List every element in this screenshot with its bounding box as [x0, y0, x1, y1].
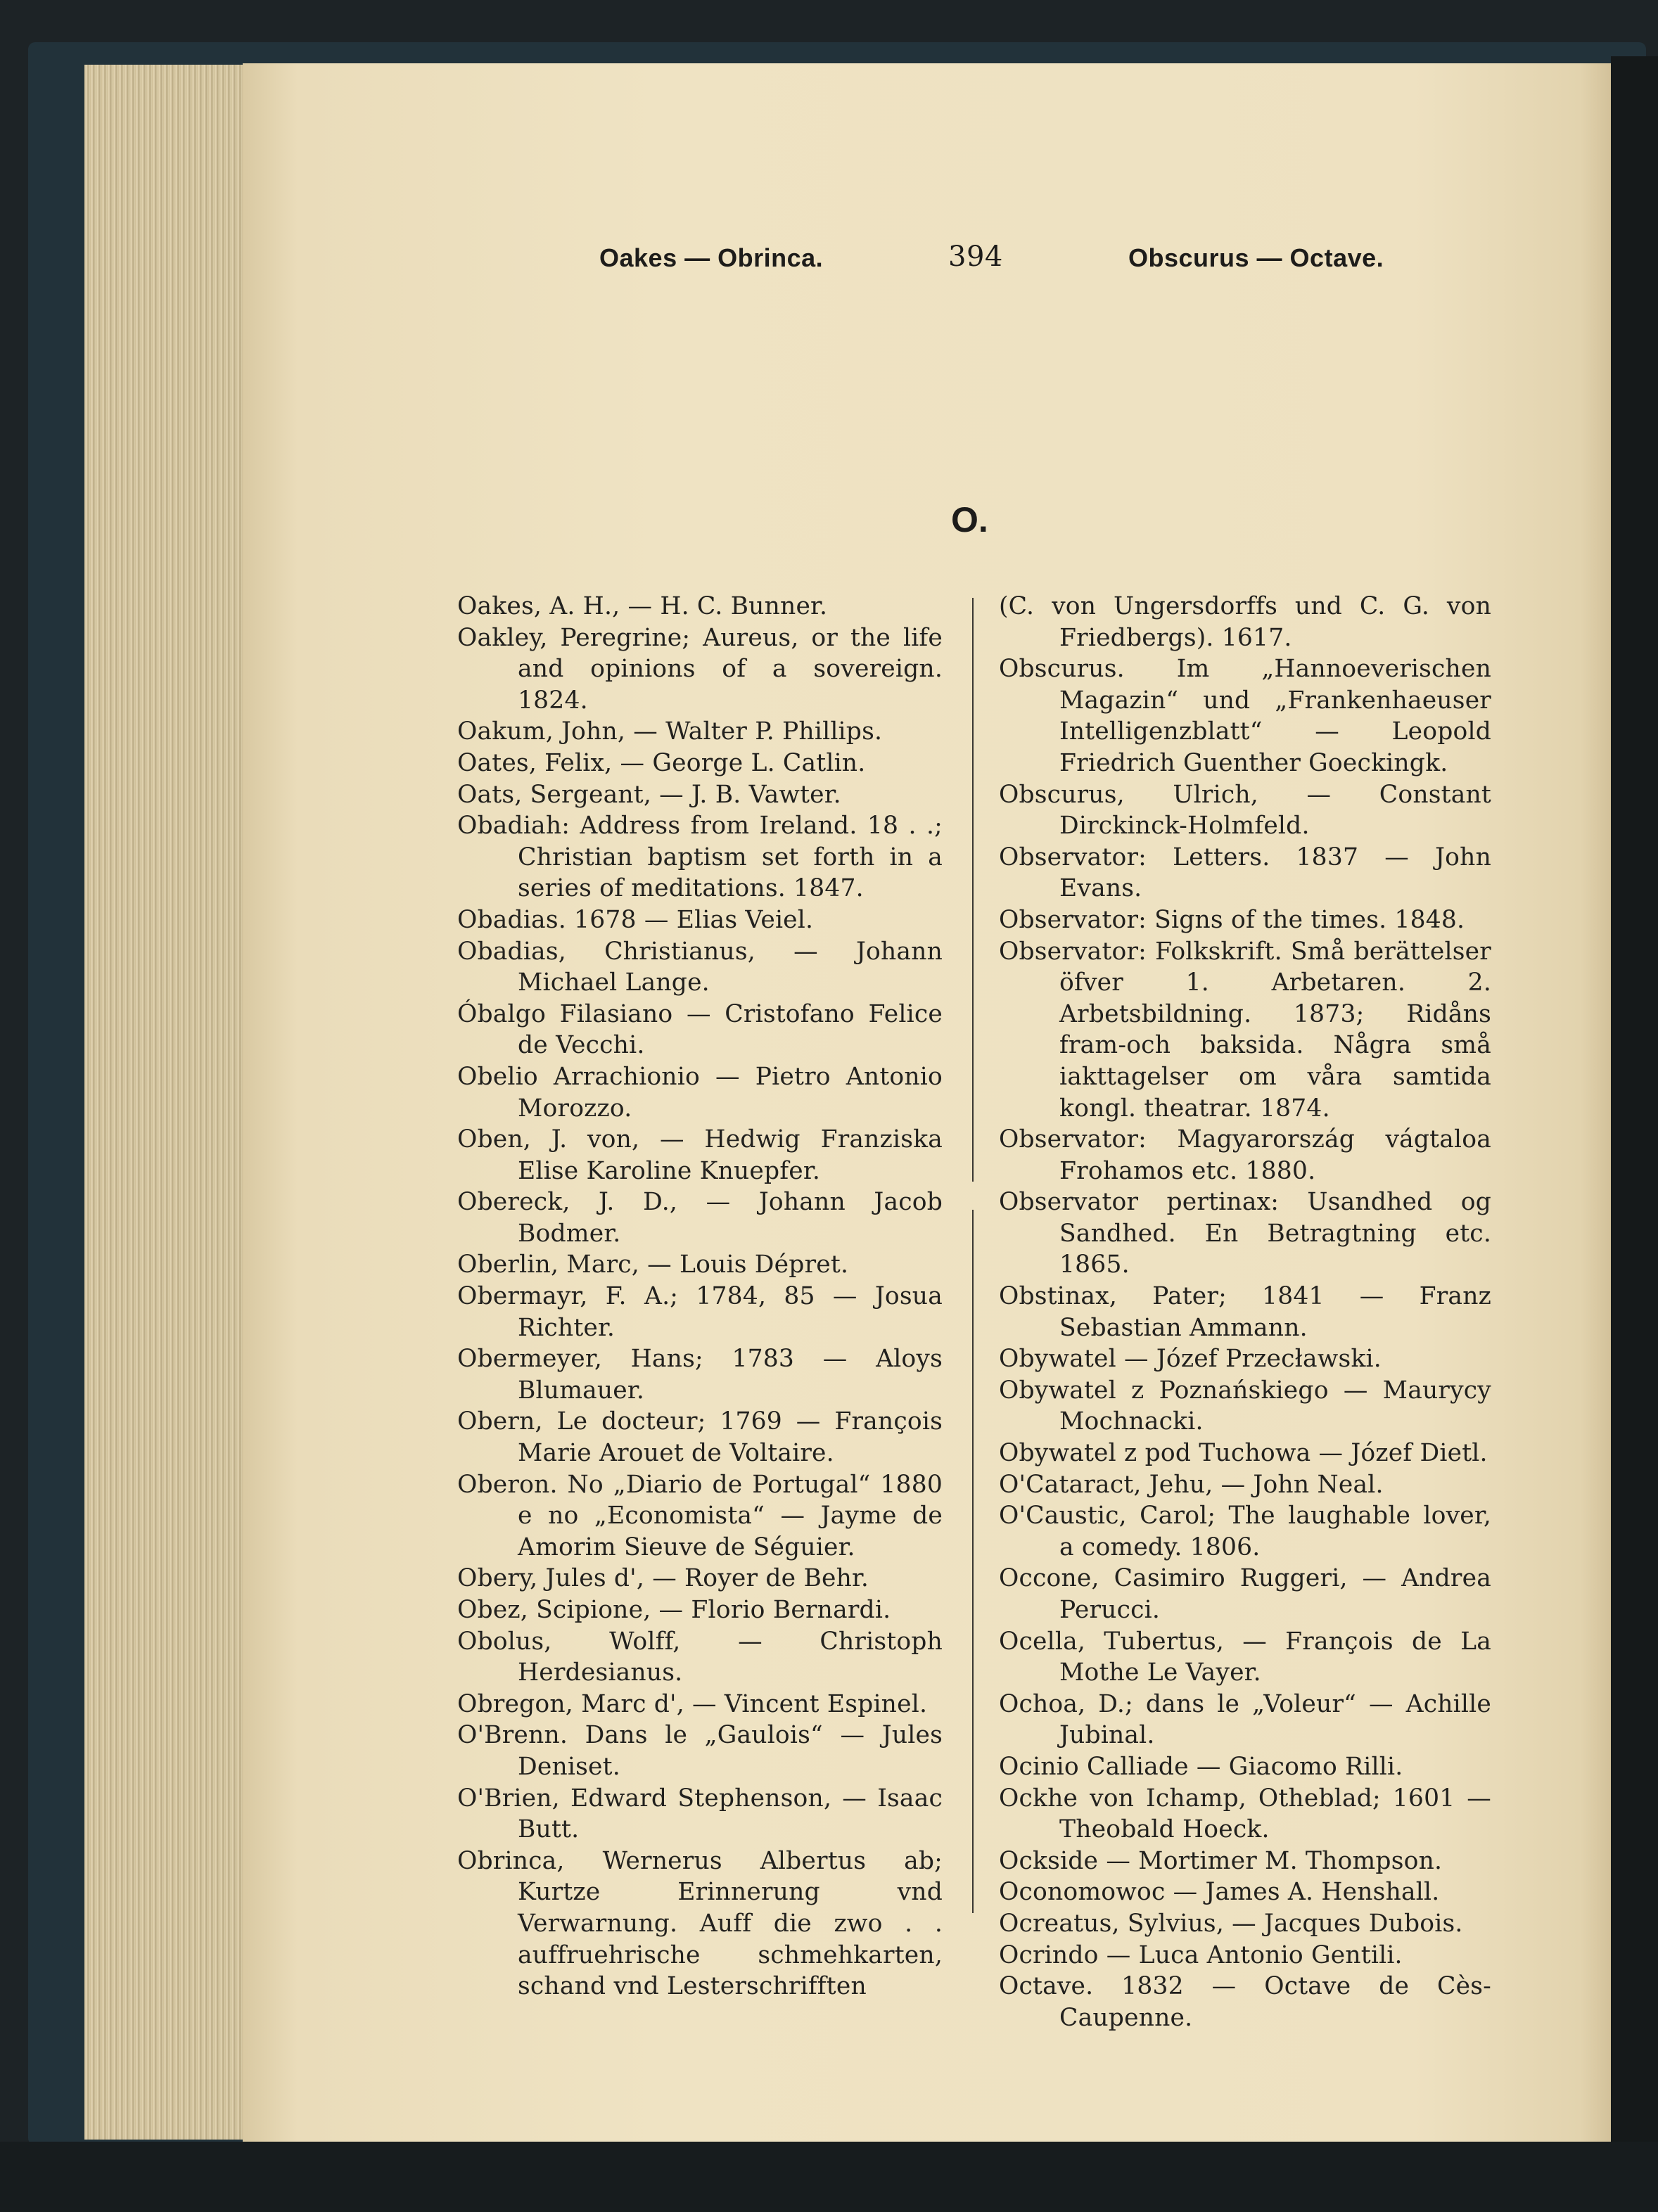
running-head-right: Obscurus — Octave. [1128, 243, 1384, 272]
index-entry: Óbalgo Filasiano — Cristofano Felice de Vecchi. [457, 999, 943, 1060]
index-entry: Obelio Arrachionio — Pietro Antonio Morozzo. [457, 1062, 943, 1123]
index-entry: Obywatel z Poznańskiego — Maurycy Mochnacki. [999, 1376, 1491, 1436]
index-entry: Obadias, Christianus, — Johann Michael Lange. [457, 937, 943, 997]
index-entry: Ochoa, D.; dans le „Voleur“ — Achille Jubinal. [999, 1689, 1491, 1750]
index-entry: Obstinax, Pater; 1841 — Franz Sebastian Ammann. [999, 1282, 1491, 1342]
index-entry: Observator: Magyarország vágtaloa Frohamos etc. 1880. [999, 1125, 1491, 1185]
index-entry: Obermayr, F. A.; 1784, 85 — Josua Richter. [457, 1282, 943, 1342]
index-entry: Ockside — Mortimer M. Thompson. [999, 1846, 1443, 1875]
index-entry: Ocreatus, Sylvius, — Jacques Dubois. [999, 1909, 1463, 1938]
index-entry: Obscurus. Im „Hannoeverischen Magazin“ und „Frankenhaeuser Intelligenzblatt“ — Leopold Friedrich Guenther Goeckingk. [999, 655, 1491, 777]
index-entry: Obern, Le docteur; 1769 — François Marie Arouet de Voltaire. [457, 1407, 943, 1468]
index-entry: Ocrindo — Luca Antonio Gentili. [999, 1941, 1403, 1969]
index-entry: O'Brien, Edward Stephenson, — Isaac Butt. [457, 1784, 943, 1844]
index-entry: O'Brenn. Dans le „Gaulois“ — Jules Deniset. [457, 1721, 943, 1781]
index-entry: Obolus, Wolff, — Christoph Herdesianus. [457, 1627, 943, 1687]
index-entry: Obery, Jules d', — Royer de Behr. [457, 1564, 869, 1593]
index-entry: Ocinio Calliade — Giacomo Rilli. [999, 1752, 1403, 1781]
background-bottom [0, 2142, 1658, 2212]
index-entry: Oates, Felix, — George L. Catlin. [457, 748, 866, 777]
index-entry: Observator: Folkskrift. Små berättelser öfver 1. Arbetaren. 2. Arbetsbildning. 1873; Ridåns fram-och baksida. Några små iakttagelser om våra samtida kongl. theatrar. 1874. [999, 937, 1491, 1123]
index-entry: Ockhe von Ichamp, Otheblad; 1601 — Theobald Hoeck. [999, 1784, 1491, 1844]
page-edges [84, 65, 253, 2140]
index-entry: Oats, Sergeant, — J. B. Vawter. [457, 780, 841, 809]
index-entry: Octave. 1832 — Octave de Cès-Caupenne. [999, 1972, 1491, 2032]
index-entry: Oconomowoc — James A. Henshall. [999, 1878, 1440, 1907]
index-entry: Obywatel z pod Tuchowa — Józef Dietl. [999, 1439, 1488, 1468]
index-entry: Oakes, A. H., — H. C. Bunner. [457, 592, 828, 620]
index-entry: Obadias. 1678 — Elias Veiel. [457, 905, 814, 934]
index-entry: Oakum, John, — Walter P. Phillips. [457, 717, 883, 746]
index-entry: Oberon. No „Diario de Portugal“ 1880 e no „Economista“ — Jayme de Amorim Sieuve de Séguier. [457, 1470, 943, 1561]
index-entry: (C. von Ungersdorffs und C. G. von Friedbergs). 1617. [999, 592, 1491, 652]
column-rule [972, 1210, 974, 1913]
section-letter: O. [951, 500, 988, 539]
index-entry: Occone, Casimiro Ruggeri, — Andrea Perucci. [999, 1564, 1491, 1624]
index-entry: Obywatel — Józef Przecławski. [999, 1345, 1382, 1374]
index-entry: Observator pertinax: Usandhed og Sandhed. En Betragtning etc. 1865. [999, 1188, 1491, 1279]
index-entry: Observator: Letters. 1837 — John Evans. [999, 843, 1491, 903]
column-rule [972, 598, 974, 1182]
index-entry: O'Caustic, Carol; The laughable lover, a comedy. 1806. [999, 1502, 1491, 1561]
index-entry: Obregon, Marc d', — Vincent Espinel. [457, 1689, 928, 1718]
index-entry: O'Cataract, Jehu, — John Neal. [999, 1470, 1384, 1499]
index-entry: Ocella, Tubertus, — François de La Mothe Le Vayer. [999, 1627, 1491, 1687]
index-entry: Obscurus, Ulrich, — Constant Dirckinck-Holmfeld. [999, 780, 1491, 840]
running-head-left: Oakes — Obrinca. [599, 243, 824, 272]
index-entry: Oben, J. von, — Hedwig Franziska Elise Karoline Knuepfer. [457, 1125, 943, 1185]
index-entry: Obez, Scipione, — Florio Bernardi. [457, 1596, 891, 1624]
right-column [999, 591, 1491, 2033]
index-entry: Obrinca, Wernerus Albertus ab; Kurtze Erinnerung vnd Verwarnung. Auff die zwo . . auffruehrische schmehkarten, schand vnd Lesterschrifften [457, 1846, 943, 2001]
page-number: 394 [948, 241, 1003, 273]
index-entry: Oakley, Peregrine; Aureus, or the life and opinions of a sovereign. 1824. [457, 623, 943, 715]
index-entry: Obereck, J. D., — Johann Jacob Bodmer. [457, 1188, 943, 1248]
index-entry: Oberlin, Marc, — Louis Dépret. [457, 1251, 849, 1279]
index-entry: Obadiah: Address from Ireland. 18 . .; Christian baptism set forth in a series of meditations. 1847. [457, 812, 943, 903]
left-column [457, 591, 943, 2002]
index-entry: Observator: Signs of the times. 1848. [999, 905, 1465, 934]
background-right [1611, 56, 1658, 2166]
index-entry: Obermeyer, Hans; 1783 — Aloys Blumauer. [457, 1345, 943, 1405]
